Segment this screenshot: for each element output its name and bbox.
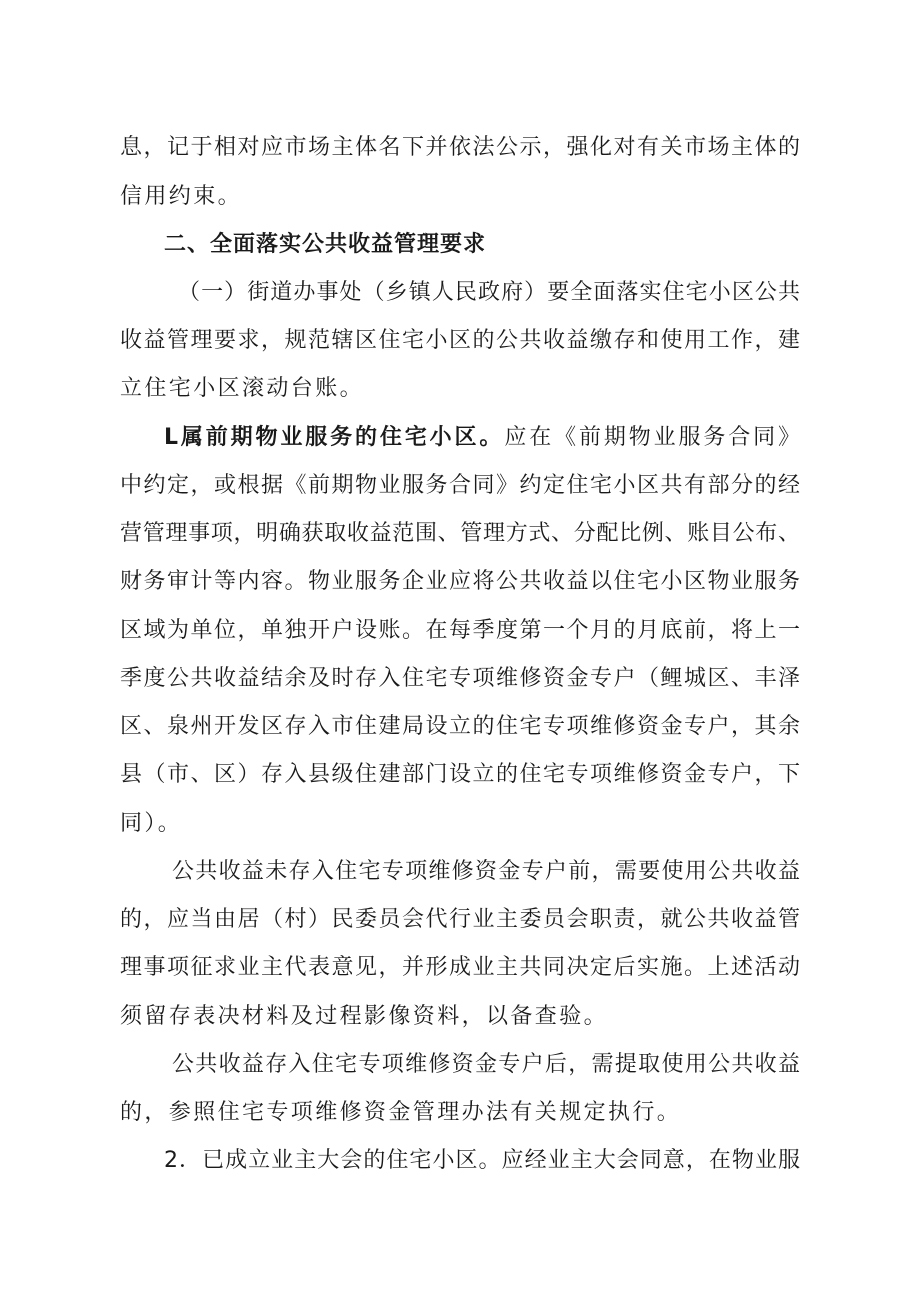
paragraph-line: 息，记于相对应市场主体名下并依法公示，强化对有关市场主体的 bbox=[120, 135, 800, 160]
paragraph-line: 立住宅小区滚动台账。 bbox=[120, 376, 365, 401]
section-heading: 二、全面落实公共收益管理要求 bbox=[164, 232, 487, 257]
paragraph-line: 季度公共收益结余及时存入住宅专项维修资金专户（鲤城区、丰泽 bbox=[120, 666, 800, 691]
paragraph-line: 的，应当由居（村）民委员会代行业主委员会职责，就公共收益管 bbox=[120, 907, 800, 932]
paragraph-line: 中约定，或根据《前期物业服务合同》约定住宅小区共有部分的经 bbox=[120, 473, 800, 498]
item-1-lead: L属前期物业服务的住宅小区。 bbox=[164, 425, 505, 450]
paragraph-line: 财务审计等内容。物业服务企业应将公共收益以住宅小区物业服务 bbox=[120, 569, 800, 594]
paragraph-line: 须留存表决材料及过程影像资料，以备查验。 bbox=[120, 1004, 609, 1029]
paragraph-line: 区、泉州开发区存入市住建局设立的住宅专项维修资金专户，其余 bbox=[120, 714, 800, 739]
paragraph-line: 2．已成立业主大会的住宅小区。应经业主大会同意，在物业服 bbox=[164, 1148, 800, 1173]
paragraph-line: 公共收益未存入住宅专项维修资金专户前，需要使用公共收益 bbox=[172, 859, 800, 884]
item-1-first-line bbox=[164, 423, 800, 453]
item-1-rest: 应在《前期物业服务合同》 bbox=[504, 425, 800, 450]
paragraph-line: 理事项征求业主代表意见，并形成业主共同决定后实施。上述活动 bbox=[120, 955, 800, 980]
paragraph-line: 县（市、区）存入县级住建部门设立的住宅专项维修资金专户，下 bbox=[120, 762, 800, 787]
paragraph-line: 收益管理要求，规范辖区住宅小区的公共收益缴存和使用工作，建 bbox=[120, 328, 800, 353]
paragraph-line: （一）街道办事处（乡镇人民政府）要全面落实住宅小区公共 bbox=[178, 280, 800, 305]
paragraph-line: 区域为单位，单独开户设账。在每季度第一个月的月底前，将上一 bbox=[120, 618, 800, 643]
paragraph-line: 信用约束。 bbox=[120, 184, 243, 209]
paragraph-line: 同）。 bbox=[120, 811, 183, 836]
paragraph-line: 营管理事项，明确获取收益范围、管理方式、分配比例、账目公布、 bbox=[120, 521, 800, 546]
paragraph-line: 公共收益存入住宅专项维修资金专户后，需提取使用公共收益 bbox=[172, 1052, 800, 1077]
paragraph-line: 的，参照住宅专项维修资金管理办法有关规定执行。 bbox=[120, 1100, 682, 1125]
